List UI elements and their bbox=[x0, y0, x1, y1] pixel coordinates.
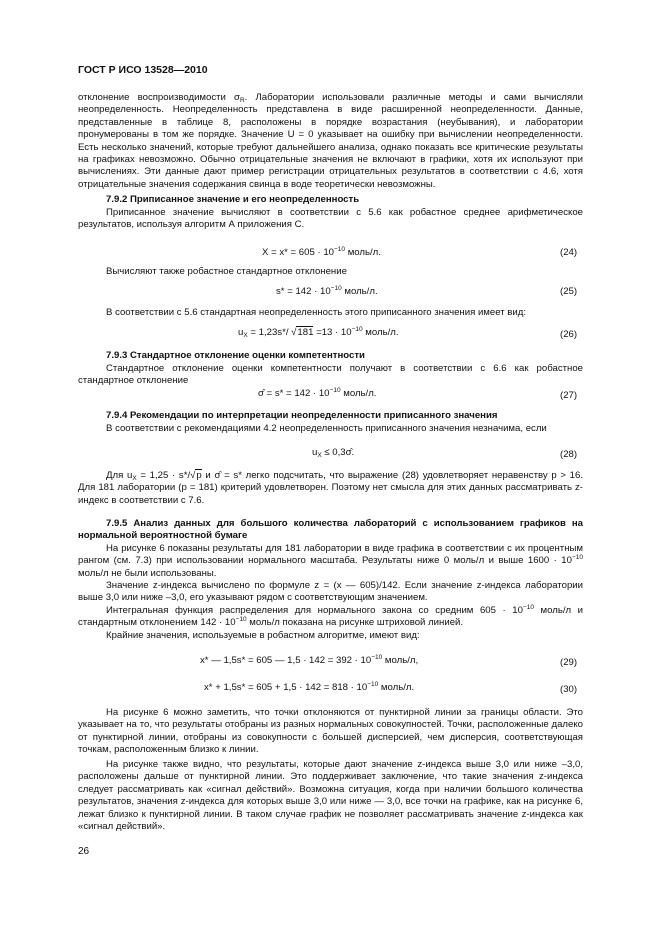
section-heading-7-9-2: 7.9.2 Приписанное значение и его неопределенность bbox=[106, 194, 360, 205]
equation-number-25: (25) bbox=[560, 286, 578, 297]
paragraph-7-9-5-extremes: Крайние значения, используемые в робастном алгоритме, имеют вид: bbox=[106, 630, 420, 641]
paragraph-7-9-5-zindex: Значение z-индекса вычислено по формуле z = (x — 605)/142. Если значение z-индекса лаборатории выше 3,0 или ниже –3,0, его указывают рядом с соответствующим значением. bbox=[78, 580, 583, 604]
equation-25: $s* = 142 \cdot 10^{-10}$ моль/л. bbox=[276, 285, 378, 297]
equation-number-26: (26) bbox=[560, 329, 578, 340]
equation-number-30: (30) bbox=[560, 684, 578, 695]
equation-number-29: (29) bbox=[560, 657, 578, 668]
equation-26: $u_X = 1,23s*/$ $√181 =13 \cdot 10^{-10}$ моль/л. bbox=[238, 326, 399, 339]
paragraph-after-28: Для $u_X = 1,25 \cdot s*/√p$ и σ̂ = s* легко подсчитать, что выражение (28) удовлетворяет неравенству p > 16. Для 181 лаборатории (p = 181) критерий удовлетворен. Поэтому нет смысла для этих данных рассматривать z-индекс в соответствии с 7.6. bbox=[78, 470, 584, 506]
equation-number-28: (28) bbox=[560, 449, 578, 460]
equation-30: $x* + 1,5s* = 605 + 1,5 \cdot 142 = 818 \cdot 10^{-10}$ моль/л. bbox=[204, 681, 415, 693]
paragraph-conclusion-2: На рисунке также видно, что результаты, которые дают значение z-индекса выше 3,0 или ниже –3,0, расположены дальше от пунктирной линии. Это поддерживает заключение, что такие значения z-индекса следует рассматривать как «сигнал действий». Возможна ситуация, когда при наличии большого количества результатов, значения z-индекса для которых выше 3,0 или ниже — 3,0, все точки на графике, как на рисунке 6, лежат близко к пунктирной линии. В таком случае график не позволяет рассматривать значение z-индекса как «сигнал действий». bbox=[78, 759, 583, 833]
paragraph-intro: отклонение воспроизводимости $\sigma_R$. Лаборатории использовали различные методы и сами вычисляли неопределенность. Неопределенность представлена в виде расширенной неопределенности. Данные, представленные в таблице 8, расположены в порядке возрастания (неубывания), и лаборатории пронумерованы в том же порядке. Значение U = 0 указывает на ошибку при вычислении неопределенности. Есть несколько значений, которые требуют дальнейшего анализа, однако показать все критические результаты на графиках невозможно. Обычно отрицательные значения не включают в графики, хотя их используют при вычислениях. Эти данные дают пример регистрации отрицательных результатов в соответствии с 4.6, хотя отрицательные значения содержания свинца в воде теоретически невозможны. bbox=[78, 92, 583, 190]
paragraph-after-25: В соответствии с 5.6 стандартная неопределенность этого приписанного значения имеет вид: bbox=[106, 307, 527, 318]
paragraph-7-9-4: В соответствии с рекомендациями 4.2 неопределенность приписанного значения незначима, если bbox=[106, 423, 547, 434]
equation-29: x* — 1,5s* = 605 — $1,5 \cdot 142 = 392 \cdot 10^{-10}$ моль/л, bbox=[200, 654, 419, 666]
paragraph-7-9-2: Приписанное значение вычисляют в соответствии с 5.6 как робастное среднее арифметическое результатов, используя алгоритм А приложения С. bbox=[78, 207, 583, 231]
equation-number-24: (24) bbox=[560, 247, 578, 258]
equation-number-27: (27) bbox=[560, 390, 578, 401]
paragraph-7-9-5-distribution: Интегральная функция распределения для нормального закона со средним $605 \cdot 10^{-10}$ моль/л и стандартным отклонением $142 \cdot 10^{-10}$ моль/л показана на рисунке штриховой линией. bbox=[78, 604, 583, 629]
paragraph-7-9-5-figure: На рисунке 6 показаны результаты для 181 лаборатории в виде графика в соответствии с их процентным рангом (см. 7.3) при использовании нормального масштаба. Результаты ниже 0 моль/л и выше $1600 \cdot 10^{-10}$ моль/л не были использованы. bbox=[78, 543, 583, 579]
section-heading-7-9-3: 7.9.3 Стандартное отклонение оценки компетентности bbox=[106, 350, 365, 361]
document-header: ГОСТ Р ИСО 13528—2010 bbox=[78, 64, 208, 76]
paragraph-7-9-3: Стандартное отклонение оценки компетентности получают в соответствии с 6.6 как робастное стандартное отклонение bbox=[78, 363, 583, 387]
paragraph-after-24: Вычисляют также робастное стандартное отклонение bbox=[106, 266, 347, 277]
section-heading-7-9-4: 7.9.4 Рекомендации по интерпретации неопределенности приписанного значения bbox=[106, 410, 498, 421]
equation-27: σ̂ = $s* = 142 \cdot 10^{-10}$ моль/л. bbox=[258, 387, 377, 399]
paragraph-conclusion-1: На рисунке 6 можно заметить, что точки отклоняются от пунктирной линии за границы области. Это указывает на то, что результаты отобраны из разных нормальных совокупностей. Точки, расположенные далеко от пунктирной линии, отобраны из совокупности с большей дисперсией, чем дисперсия, соответствующая точкам, расположенным близко к линии. bbox=[78, 707, 583, 756]
page-number: 26 bbox=[78, 846, 90, 857]
equation-28: $u_X$ ≤ 0,3σ̂. bbox=[312, 447, 355, 459]
section-heading-7-9-5: 7.9.5 Анализ данных для большого количества лабораторий с использованием графиков на нормальной вероятностной бумаге bbox=[78, 518, 583, 542]
equation-24: $X = x* = 605 \cdot 10^{-10}$ моль/л. bbox=[262, 246, 381, 258]
